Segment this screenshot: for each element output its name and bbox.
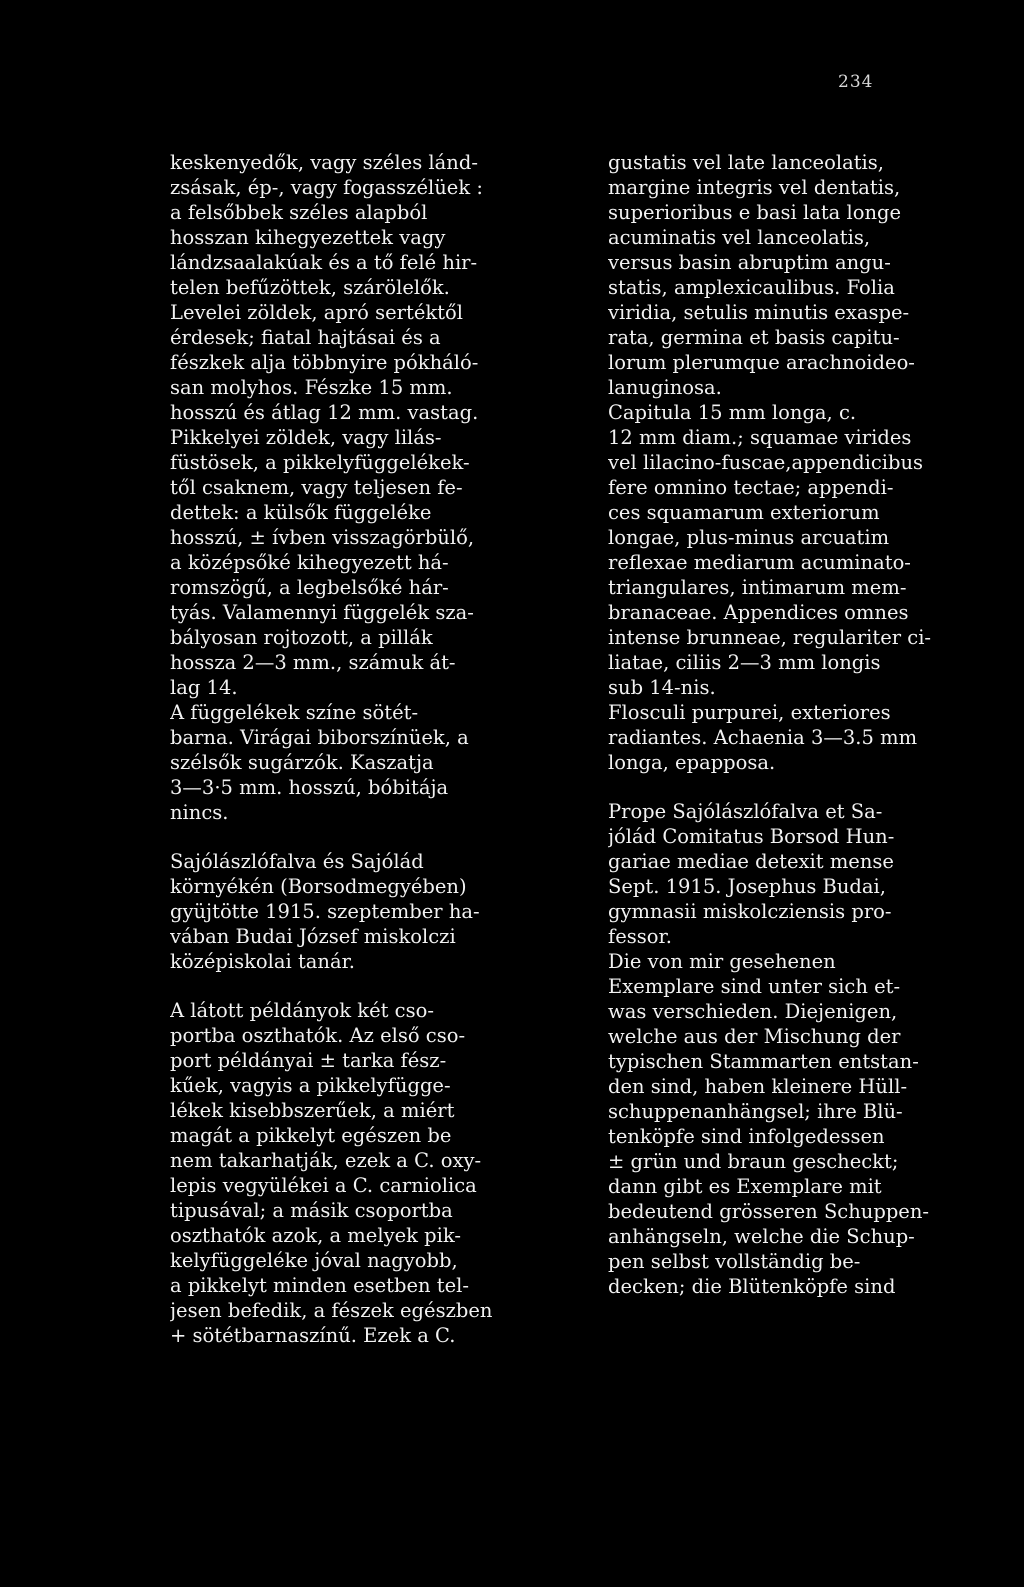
text-line: környékén (Borsodmegyében): [170, 875, 467, 898]
latin-leaves-paragraph: [608, 150, 966, 400]
latin-capitula-paragraph: [608, 400, 966, 700]
text-line: decken; die Blütenköpfe sind: [608, 1275, 896, 1298]
text-line: fere omnino tectae; appendi-: [608, 476, 894, 499]
text-line: acuminatis vel lanceolatis,: [608, 226, 871, 249]
text-line: hossza 2—3 mm., számuk át-: [170, 651, 456, 674]
text-line: barna. Virágai biborszínüek, a: [170, 726, 469, 749]
text-line: portba oszthatók. Az első cso-: [170, 1024, 466, 1047]
text-line: radiantes. Achaenia 3—3.5 mm: [608, 726, 918, 749]
text-line: lorum plerumque arachnoideo-: [608, 351, 915, 374]
text-line: reflexae mediarum acuminato-: [608, 551, 911, 574]
text-line: Levelei zöldek, apró sertéktől: [170, 301, 463, 324]
text-line: Die von mir gesehenen: [608, 950, 836, 973]
text-line: sub 14-nis.: [608, 676, 716, 699]
text-line: schuppenanhängsel; ihre Blü-: [608, 1100, 903, 1123]
text-line: rata, germina et basis capitu-: [608, 326, 900, 349]
text-line: romszögű, a legbelsőké hár-: [170, 576, 449, 599]
description-paragraph: [170, 150, 542, 700]
text-line: hosszú és átlag 12 mm. vastag.: [170, 401, 479, 424]
text-line: typischen Stammarten entstan-: [608, 1050, 919, 1073]
text-line: Capitula 15 mm longa, c.: [608, 401, 857, 424]
text-line: den sind, haben kleinere Hüll-: [608, 1075, 908, 1098]
latin-locality-paragraph: [608, 799, 966, 949]
text-line: magát a pikkelyt egészen be: [170, 1124, 452, 1147]
text-line: a pikkelyt minden esetben tel-: [170, 1274, 469, 1297]
text-line: branaceae. Appendices omnes: [608, 601, 909, 624]
page-number: 234: [838, 72, 874, 92]
text-line: liatae, ciliis 2—3 mm longis: [608, 651, 881, 674]
text-line: anhängseln, welche die Schup-: [608, 1225, 915, 1248]
text-line: érdesek; fiatal hajtásai és a: [170, 326, 441, 349]
text-line: lag 14.: [170, 676, 238, 699]
text-line: telen befűzöttek, szárölelők.: [170, 276, 450, 299]
text-line: longae, plus-minus arcuatim: [608, 526, 890, 549]
text-line: keskenyedők, vagy széles lánd-: [170, 151, 478, 174]
text-line: welche aus der Mischung der: [608, 1025, 901, 1048]
text-line: superioribus e basi lata longe: [608, 201, 902, 224]
text-line: + sötétbarnaszínű. Ezek a C.: [170, 1324, 456, 1347]
text-line: kelyfüggeléke jóval nagyobb,: [170, 1249, 458, 1272]
text-line: gymnasii miskolcziensis pro-: [608, 900, 892, 923]
text-line: lanuginosa.: [608, 376, 722, 399]
hungarian-text-column: [170, 150, 542, 1348]
text-line: 12 mm diam.; squamae virides: [608, 426, 912, 449]
german-remarks-paragraph: [608, 949, 966, 1299]
text-line: triangulares, intimarum mem-: [608, 576, 907, 599]
text-line: Sept. 1915. Josephus Budai,: [608, 875, 886, 898]
text-line: nem takarhatják, ezek a C. oxy-: [170, 1149, 482, 1172]
latin-german-text-column: [608, 150, 966, 1299]
text-line: bedeutend grösseren Schuppen-: [608, 1200, 929, 1223]
text-line: től csaknem, vagy teljesen fe-: [170, 476, 463, 499]
text-line: A látott példányok két cso-: [170, 999, 434, 1022]
text-line: dann gibt es Exemplare mit: [608, 1175, 882, 1198]
text-line: lékek kisebbszerűek, a miért: [170, 1099, 455, 1122]
text-line: a felsőbbek széles alapból: [170, 201, 428, 224]
text-line: Pikkelyei zöldek, vagy lilás-: [170, 426, 442, 449]
text-line: gustatis vel late lanceolatis,: [608, 151, 884, 174]
text-line: tenköpfe sind infolgedessen: [608, 1125, 885, 1148]
text-line: szélsők sugárzók. Kaszatja: [170, 751, 434, 774]
text-line: a középsőké kihegyezett há-: [170, 551, 449, 574]
text-line: margine integris vel dentatis,: [608, 176, 901, 199]
text-line: gyüjtötte 1915. szeptember ha-: [170, 900, 480, 923]
text-line: Sajólászlófalva és Sajólád: [170, 850, 424, 873]
text-line: pen selbst vollständig be-: [608, 1250, 861, 1273]
text-line: versus basin abruptim angu-: [608, 251, 891, 274]
text-line: fessor.: [608, 925, 672, 948]
text-line: kűek, vagyis a pikkelyfügge-: [170, 1074, 451, 1097]
text-line: longa, epapposa.: [608, 751, 776, 774]
text-line: Prope Sajólászlófalva et Sa-: [608, 800, 883, 823]
locality-paragraph: [170, 849, 542, 974]
text-line: hosszan kihegyezettek vagy: [170, 226, 446, 249]
text-line: hosszú, ± ívben visszagörbülő,: [170, 526, 475, 549]
text-line: füstösek, a pikkelyfüggelékek-: [170, 451, 470, 474]
text-line: nincs.: [170, 801, 229, 824]
text-line: vában Budai József miskolczi: [170, 925, 456, 948]
color-paragraph: [170, 700, 542, 825]
text-line: tipusával; a másik csoportba: [170, 1199, 453, 1222]
latin-flosculi-paragraph: [608, 700, 966, 775]
text-line: zsásak, ép-, vagy fogasszélüek :: [170, 176, 483, 199]
text-line: san molyhos. Fészke 15 mm.: [170, 376, 453, 399]
text-line: lándzsaalakúak és a tő felé hir-: [170, 251, 478, 274]
text-line: ± grün und braun gescheckt;: [608, 1150, 899, 1173]
text-line: jesen befedik, a fészek egészben: [170, 1299, 493, 1322]
text-line: Flosculi purpurei, exteriores: [608, 701, 891, 724]
text-line: port példányai ± tarka fész-: [170, 1049, 447, 1072]
text-line: ces squamarum exteriorum: [608, 501, 880, 524]
text-line: dettek: a külsők függeléke: [170, 501, 432, 524]
text-line: gariae mediae detexit mense: [608, 850, 894, 873]
text-line: vel lilacino-fuscae,appendicibus: [608, 451, 924, 474]
text-line: bályosan rojtozott, a pillák: [170, 626, 433, 649]
text-line: Exemplare sind unter sich et-: [608, 975, 901, 998]
text-line: 3—3·5 mm. hosszú, bóbitája: [170, 776, 449, 799]
text-line: A függelékek színe sötét-: [170, 701, 419, 724]
text-line: viridia, setulis minutis exaspe-: [608, 301, 910, 324]
text-line: lepis vegyülékei a C. carniolica: [170, 1174, 477, 1197]
text-line: statis, amplexicaulibus. Folia: [608, 276, 895, 299]
text-line: was verschieden. Diejenigen,: [608, 1000, 898, 1023]
remarks-paragraph: [170, 998, 542, 1348]
text-line: középiskolai tanár.: [170, 950, 355, 973]
text-line: oszthatók azok, a melyek pik-: [170, 1224, 461, 1247]
text-line: tyás. Valamennyi függelék sza-: [170, 601, 474, 624]
text-line: intense brunneae, regulariter ci-: [608, 626, 932, 649]
text-line: fészkek alja többnyire pókháló-: [170, 351, 479, 374]
text-line: jólád Comitatus Borsod Hun-: [608, 825, 895, 848]
